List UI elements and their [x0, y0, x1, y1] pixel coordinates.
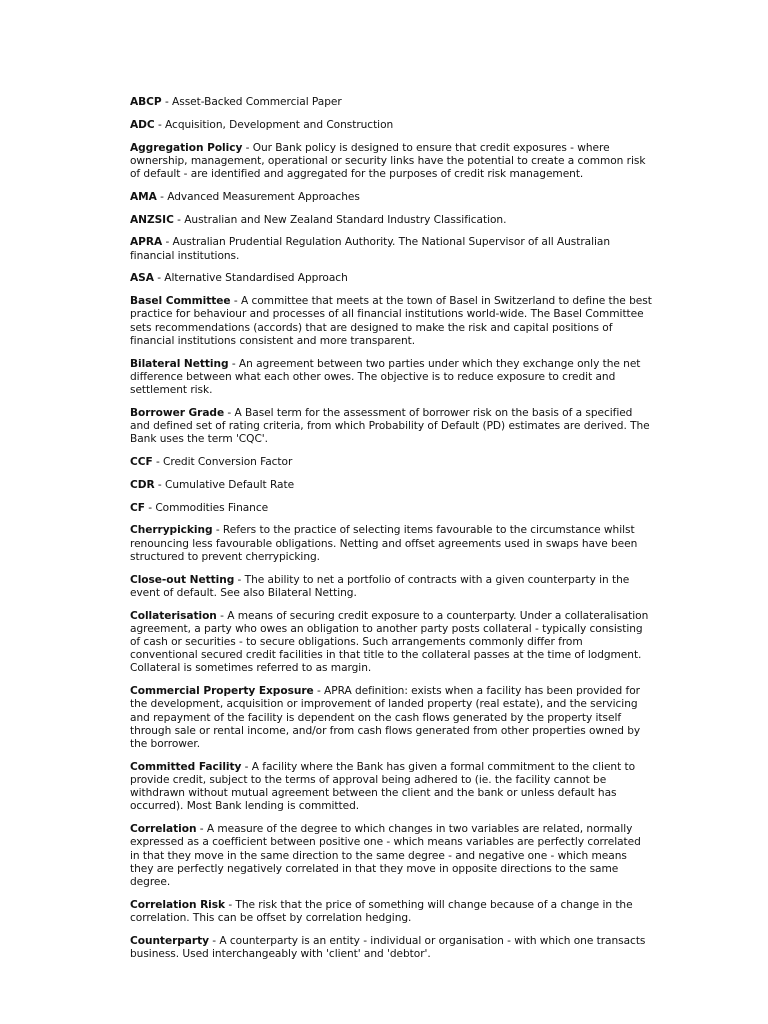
glossary-entry — [130, 272, 652, 285]
glossary-entry — [130, 96, 652, 109]
entry-term: Commercial Property Exposure — [130, 685, 314, 698]
entry-definition: - Commodities Finance — [144, 501, 269, 514]
entry-definition: - Our Bank policy is designed to ensure that credit exposures - where ownership, management, operational or security links have the potential to create a common risk of default - are identified and aggregated for the purposes of credit risk management. — [130, 141, 646, 180]
entry-term: CCF — [130, 456, 153, 468]
entry-definition: - A facility where the Bank has given a formal commitment to the client to provide credit, subject to the terms of approval being adhered to (ie. the facility cannot be withdrawn without mutual agreement between the client and the bank or unless default has occurred). Most Bank lending is committed. — [130, 760, 636, 813]
glossary-entry — [130, 295, 652, 348]
glossary-entry — [130, 191, 652, 204]
entry-term: Committed Facility — [130, 760, 242, 773]
entry-term: Collaterisation — [130, 609, 217, 622]
glossary-entry — [130, 899, 652, 925]
entry-definition: - Asset-Backed Commercial Paper — [161, 96, 342, 108]
entry-definition: - APRA definition: exists when a facility has been provided for the development, acquisition or improvement of landed property (real estate), and the servicing and repayment of the facility is dependent on the cash flows generated by the property itself through sale or rental income, and/or from cash flows generated from other properties owned by the borrower. — [130, 685, 641, 751]
glossary-entry — [130, 610, 652, 676]
entry-term: AMA — [130, 190, 157, 203]
entry-term: ASA — [130, 272, 154, 285]
entry-term: Cherrypicking — [130, 524, 213, 537]
entry-definition: - A Basel term for the assessment of borrower risk on the basis of a specified and defined set of rating criteria, from which Probability of Default (PD) estimates are derived. The Bank uses the term 'CQC'. — [130, 406, 650, 446]
entry-term: ANZSIC — [130, 213, 174, 226]
entry-definition: - Refers to the practice of selecting items favourable to the circumstance whilst renouncing less favourable obligations. Netting and offset agreements used in swaps have been structured to prevent cherrypicking. — [130, 524, 638, 563]
glossary-page — [130, 96, 652, 971]
entry-term: ABCP — [130, 96, 162, 108]
glossary-entry — [130, 358, 652, 398]
entry-definition: - A measure of the degree to which changes in two variables are related, normally expressed as a coefficient between positive one - which means variables are perfectly correlated in that they move in the same direction to the same degree - and negative one - which means they are perfectly negatively correlated in that they move in opposite directions to the same degree. — [130, 823, 641, 889]
glossary-entry — [130, 119, 652, 132]
glossary-entry — [130, 456, 652, 469]
entry-term: Correlation — [130, 823, 197, 836]
entry-definition: - Cumulative Default Rate — [154, 478, 295, 491]
entry-definition: - A committee that meets at the town of Basel in Switzerland to define the best practice for behaviour and processes of all financial institutions world-wide. The Basel Committee sets recommendations (accords) that are designed to make the risk and capital positions of financial institutions consistent and more transparent. — [130, 295, 652, 347]
entry-term: CF — [130, 501, 145, 514]
glossary-entry — [130, 685, 652, 751]
entry-term: Counterparty — [130, 934, 209, 947]
entry-term: Borrower Grade — [130, 406, 225, 419]
entry-term: Bilateral Netting — [130, 357, 229, 370]
entry-definition: - The ability to net a portfolio of contracts with a given counterparty in the event of default. See also Bilateral Netting. — [130, 573, 630, 599]
entry-definition: - The risk that the price of something will change because of a change in the correlation. This can be offset by correlation hedging. — [130, 898, 633, 925]
entry-term: Basel Committee — [130, 295, 231, 308]
glossary-entry — [130, 214, 652, 227]
glossary-entry — [130, 236, 652, 262]
entry-definition: - A counterparty is an entity - individual or organisation - with which one transacts business. Used interchangeably with 'client' and 'debtor'. — [130, 934, 646, 961]
glossary-entry — [130, 574, 652, 600]
entry-term: Correlation Risk — [130, 898, 226, 911]
glossary-entry — [130, 142, 652, 182]
glossary-entry — [130, 935, 652, 961]
entry-definition: - Credit Conversion Factor — [152, 456, 293, 468]
entry-definition: - Acquisition, Development and Construction — [154, 118, 394, 131]
entry-term: CDR — [130, 478, 155, 491]
glossary-entry — [130, 502, 652, 515]
entry-definition: - Australian and New Zealand Standard Industry Classification. — [173, 213, 507, 226]
entry-term: ADC — [130, 118, 155, 131]
glossary-entry — [130, 479, 652, 492]
entry-term: Aggregation Policy — [130, 141, 243, 154]
entry-term: Close-out Netting — [130, 573, 235, 586]
entry-definition: - Alternative Standardised Approach — [153, 272, 348, 285]
entry-definition: - An agreement between two parties under which they exchange only the net difference between what each other owes. The objective is to reduce exposure to credit and settlement risk. — [130, 357, 641, 396]
entry-term: APRA — [130, 236, 163, 249]
glossary-entry — [130, 407, 652, 447]
entry-definition: - A means of securing credit exposure to a counterparty. Under a collateralisation agreement, a party who owes an obligation to another party posts collateral - typically consisting of cash or securities - to secure obligations. Such arrangements commonly differ from conventional secured credit facilities in that title to the collateral passes at the time of lodgment. Collateral is sometimes referred to as margin. — [130, 609, 649, 675]
glossary-entry — [130, 761, 652, 814]
glossary-entry — [130, 524, 652, 564]
entry-definition: - Advanced Measurement Approaches — [156, 190, 360, 203]
entry-definition: - Australian Prudential Regulation Authority. The National Supervisor of all Australian financial institutions. — [130, 236, 610, 262]
glossary-entry — [130, 823, 652, 889]
